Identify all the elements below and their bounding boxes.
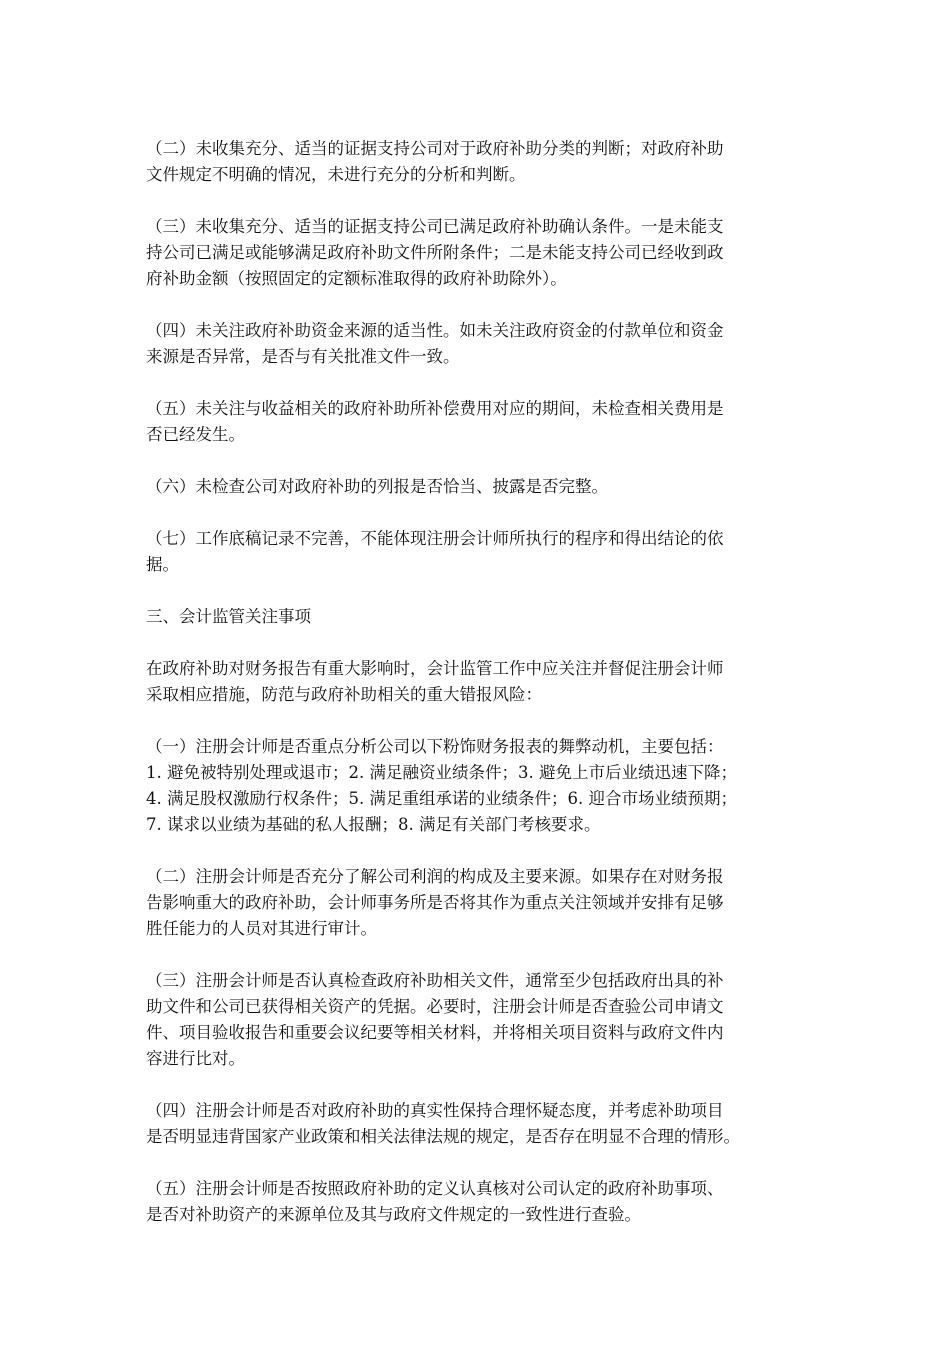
text-line: （三）注册会计师是否认真检查政府补助相关文件，通常至少包括政府出具的补 xyxy=(146,971,724,990)
text-line: （五）未关注与收益相关的政府补助所补偿费用对应的期间，未检查相关费用是 xyxy=(146,399,724,418)
text-line: （一）注册会计师是否重点分析公司以下粉饰财务报表的舞弊动机，主要包括： xyxy=(146,737,724,756)
text-line: （四）注册会计师是否对政府补助的真实性保持合理怀疑态度，并考虑补助项目 xyxy=(146,1101,724,1120)
text-line: 三、会计监管关注事项 xyxy=(146,607,311,626)
text-line: 助文件和公司已获得相关资产的凭据。必要时，注册会计师是否查验公司申请文 xyxy=(146,997,724,1016)
text-line: 来源是否异常，是否与有关批准文件一致。 xyxy=(146,347,460,366)
paragraph xyxy=(146,474,812,500)
text-line: 告影响重大的政府补助，会计师事务所是否将其作为重点关注领域并安排有足够 xyxy=(146,893,724,912)
paragraph xyxy=(146,604,812,630)
paragraph xyxy=(146,214,812,292)
text-line: 否已经发生。 xyxy=(146,425,245,444)
text-line: 是否明显违背国家产业政策和相关法律法规的规定，是否存在明显不合理的情形。 xyxy=(146,1127,740,1146)
text-line: 7. 谋求以业绩为基础的私人报酬；8. 满足有关部门考核要求。 xyxy=(146,815,601,834)
text-line: 容进行比对。 xyxy=(146,1049,245,1068)
paragraph xyxy=(146,396,812,448)
text-line: 据。 xyxy=(146,555,179,574)
text-line: 件、项目验收报告和重要会议纪要等相关材料，并将相关项目资料与政府文件内 xyxy=(146,1023,724,1042)
text-line: （三）未收集充分、适当的证据支持公司已满足政府补助确认条件。一是未能支 xyxy=(146,217,724,236)
paragraph xyxy=(146,318,812,370)
paragraph xyxy=(146,968,812,1072)
paragraph xyxy=(146,864,812,942)
text-line: （六）未检查公司对政府补助的列报是否恰当、披露是否完整。 xyxy=(146,477,608,496)
text-line: 是否对补助资产的来源单位及其与政府文件规定的一致性进行查验。 xyxy=(146,1205,641,1224)
text-line: （四）未关注政府补助资金来源的适当性。如未关注政府资金的付款单位和资金 xyxy=(146,321,724,340)
text-line: （七）工作底稿记录不完善，不能体现注册会计师所执行的程序和得出结论的依 xyxy=(146,529,724,548)
text-line: 采取相应措施，防范与政府补助相关的重大错报风险： xyxy=(146,685,542,704)
paragraph xyxy=(146,1176,812,1228)
text-line: 1. 避免被特别处理或退市；2. 满足融资业绩条件；3. 避免上市后业绩迅速下降； xyxy=(146,763,737,782)
paragraph xyxy=(146,136,812,188)
paragraph xyxy=(146,526,812,578)
text-line: 胜任能力的人员对其进行审计。 xyxy=(146,919,377,938)
text-line: （二）未收集充分、适当的证据支持公司对于政府补助分类的判断；对政府补助 xyxy=(146,139,724,158)
text-line: 文件规定不明确的情况，未进行充分的分析和判断。 xyxy=(146,165,526,184)
paragraph xyxy=(146,656,812,708)
text-line: （五）注册会计师是否按照政府补助的定义认真核对公司认定的政府补助事项、 xyxy=(146,1179,724,1198)
paragraph xyxy=(146,734,812,838)
paragraph xyxy=(146,1098,812,1150)
text-line: 持公司已满足或能够满足政府补助文件所附条件；二是未能支持公司已经收到政 xyxy=(146,243,724,262)
text-line: （二）注册会计师是否充分了解公司利润的构成及主要来源。如果存在对财务报 xyxy=(146,867,724,886)
text-line: 在政府补助对财务报告有重大影响时，会计监管工作中应关注并督促注册会计师 xyxy=(146,659,724,678)
document-body xyxy=(146,136,812,1254)
text-line: 府补助金额（按照固定的定额标准取得的政府补助除外）。 xyxy=(146,269,567,288)
text-line: 4. 满足股权激励行权条件；5. 满足重组承诺的业绩条件；6. 迎合市场业绩预期； xyxy=(146,789,737,808)
